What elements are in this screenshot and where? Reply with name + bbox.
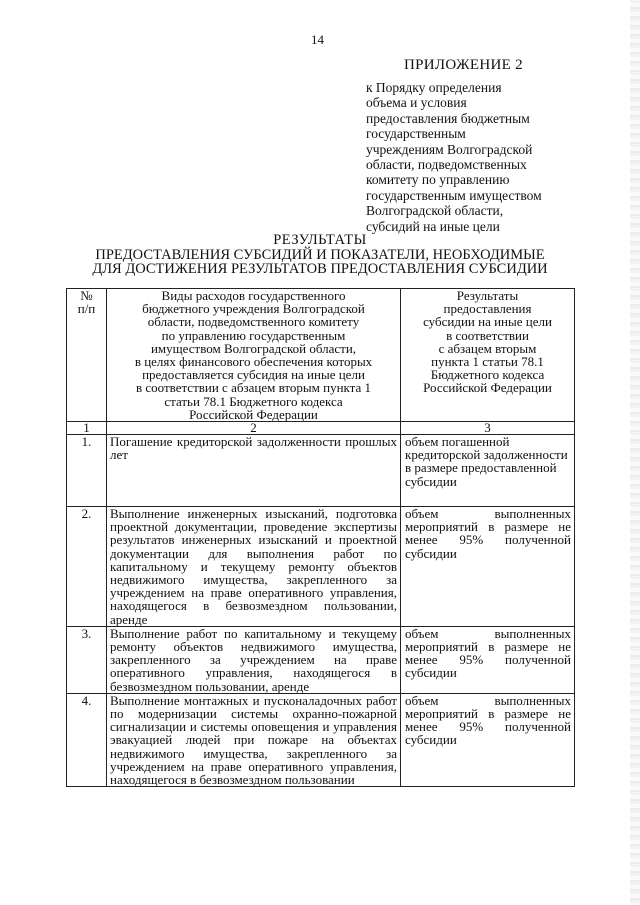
row-expense: Выполнение инженерных изысканий, подготовка проектной документации, проведение экспертизы результатов инженерных изысканий и проектной документации для выполнения работ по капитальному и текущему ремонту объектов недвижимого имущества, закрепленного за учреждением на праве оперативного управления, находящегося в безвозмездном пользовании, аренде: [107, 507, 401, 627]
appendix-note: к Порядку определения объема и условия предоставления бюджетным государственным учреждениям Волгоградской области, подведомственных комитету по управлению государственным имуществом Волгоградской области, субсидий на иные цели: [366, 80, 542, 234]
row-number: 4.: [67, 693, 107, 786]
header-number: № п/п: [67, 289, 107, 422]
table-header-row: [67, 289, 575, 422]
column-index-3: 3: [401, 422, 575, 435]
column-index-row: [67, 422, 575, 435]
row-expense: Выполнение монтажных и пусконаладочных работ по модернизации системы охранно-пожарной сигнализации и системы оповещения и управления эвакуацией людей при пожаре на объектах недвижимого имущества, закрепленного за учреждением на праве оперативного управления, находящегося в безвозмездном пользовании: [107, 693, 401, 786]
row-number: 3.: [67, 626, 107, 693]
table-row: [67, 693, 575, 786]
header-results: Результаты предоставления субсидии на иные цели в соответствии с абзацем вторым пункта 1 статьи 78.1 Бюджетного кодекса Российской Федерации: [401, 289, 575, 422]
title-line-3: ДЛЯ ДОСТИЖЕНИЯ РЕЗУЛЬТАТОВ ПРЕДОСТАВЛЕНИЯ СУБСИДИИ: [92, 261, 548, 277]
row-result: объем выполненных мероприятий в размере не менее 95% полученной субсидии: [401, 626, 575, 693]
row-number: 1.: [67, 435, 107, 507]
header-expenses: Виды расходов государственного бюджетного учреждения Волгоградской области, подведомственного комитету по управлению государственным имуществом Волгоградской области, в целях финансового обеспечения которых предоставляется субсидия на иные цели в соответствии с абзацем вторым пункта 1 статьи 78.1 Бюджетного кодекса Российской Федерации: [107, 289, 401, 422]
table-row: [67, 507, 575, 627]
title-line-2: ПРЕДОСТАВЛЕНИЯ СУБСИДИЙ И ПОКАЗАТЕЛИ, НЕОБХОДИМЫЕ: [95, 246, 545, 263]
appendix-title: ПРИЛОЖЕНИЕ 2: [404, 57, 523, 73]
column-index-1: 1: [67, 422, 107, 435]
page-number: 14: [311, 32, 324, 47]
results-table: [66, 288, 575, 787]
row-number: 2.: [67, 507, 107, 627]
row-result: объем выполненных мероприятий в размере не менее 95% полученной субсидии: [401, 693, 575, 786]
table-row: [67, 626, 575, 693]
document-title: [70, 233, 570, 277]
row-expense: Выполнение работ по капитальному и текущему ремонту объектов недвижимого имущества, закрепленного за учреждением на праве оперативного управления, находящегося в безвозмездном пользовании, аренде: [107, 626, 401, 693]
row-result: объем выполненных мероприятий в размере не менее 95% полученной субсидии: [401, 507, 575, 627]
table-row: [67, 435, 575, 507]
column-index-2: 2: [107, 422, 401, 435]
scan-edge: [630, 0, 640, 905]
row-expense: Погашение кредиторской задолженности прошлых лет: [107, 435, 401, 507]
title-line-1: РЕЗУЛЬТАТЫ: [273, 232, 367, 248]
row-result: объем погашенной кредиторской задолженности в размере предоставленной субсидии: [401, 435, 575, 507]
